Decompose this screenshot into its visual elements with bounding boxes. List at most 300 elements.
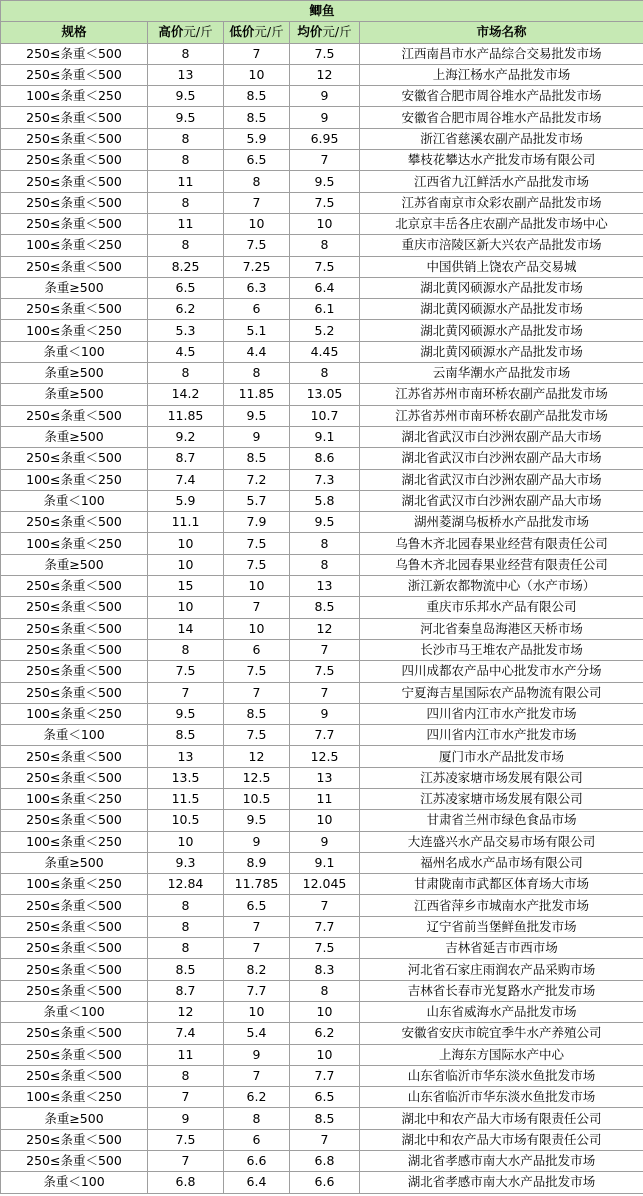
table-row <box>1 64 643 85</box>
cell-avg-price: 7.7 <box>290 1065 360 1086</box>
cell-high-price: 11.5 <box>148 788 224 809</box>
cell-avg-price: 12 <box>290 64 360 85</box>
cell-high-price: 13.5 <box>148 767 224 788</box>
cell-high-price: 8.7 <box>148 980 224 1001</box>
cell-low-price: 7.9 <box>224 512 290 533</box>
cell-avg-price: 9.1 <box>290 426 360 447</box>
table-row <box>1 384 643 405</box>
table-row <box>1 1172 643 1193</box>
table-row <box>1 1151 643 1172</box>
cell-high-price: 9 <box>148 1108 224 1129</box>
cell-high-price: 9.3 <box>148 852 224 873</box>
cell-spec: 100≤条重＜250 <box>1 1087 148 1108</box>
cell-low-price: 7 <box>224 597 290 618</box>
cell-high-price: 8 <box>148 895 224 916</box>
cell-spec: 250≤条重＜500 <box>1 150 148 171</box>
cell-high-price: 7 <box>148 1087 224 1108</box>
cell-avg-price: 13 <box>290 576 360 597</box>
cell-market-name: 乌鲁木齐北园春果业经营有限责任公司 <box>360 554 643 575</box>
table-row <box>1 1108 643 1129</box>
cell-high-price: 11 <box>148 171 224 192</box>
cell-low-price: 8.5 <box>224 107 290 128</box>
table-row <box>1 682 643 703</box>
cell-high-price: 7.5 <box>148 1129 224 1150</box>
table-row <box>1 554 643 575</box>
cell-high-price: 9.5 <box>148 86 224 107</box>
cell-low-price: 9 <box>224 1044 290 1065</box>
cell-high-price: 11.1 <box>148 512 224 533</box>
table-row <box>1 661 643 682</box>
cell-low-price: 8.5 <box>224 86 290 107</box>
cell-low-price: 11.785 <box>224 874 290 895</box>
cell-avg-price: 6.1 <box>290 299 360 320</box>
cell-market-name: 吉林省延吉市西市场 <box>360 938 643 959</box>
cell-avg-price: 13.05 <box>290 384 360 405</box>
cell-avg-price: 8 <box>290 533 360 554</box>
cell-low-price: 12.5 <box>224 767 290 788</box>
cell-avg-price: 6.95 <box>290 128 360 149</box>
table-row <box>1 725 643 746</box>
cell-market-name: 辽宁省前当堡鲜鱼批发市场 <box>360 916 643 937</box>
cell-high-price: 8.5 <box>148 725 224 746</box>
cell-high-price: 8 <box>148 938 224 959</box>
cell-low-price: 9 <box>224 426 290 447</box>
table-row <box>1 277 643 298</box>
table-row <box>1 299 643 320</box>
cell-low-price: 7.5 <box>224 533 290 554</box>
table-row <box>1 916 643 937</box>
table-row <box>1 426 643 447</box>
cell-avg-price: 12.045 <box>290 874 360 895</box>
table-row <box>1 767 643 788</box>
cell-market-name: 福州名成水产品市场有限公司 <box>360 852 643 873</box>
cell-spec: 100≤条重＜250 <box>1 533 148 554</box>
cell-high-price: 10 <box>148 831 224 852</box>
cell-spec: 100≤条重＜250 <box>1 788 148 809</box>
cell-low-price: 6 <box>224 639 290 660</box>
table-row <box>1 128 643 149</box>
cell-low-price: 7.5 <box>224 554 290 575</box>
cell-low-price: 10.5 <box>224 788 290 809</box>
cell-spec: 100≤条重＜250 <box>1 831 148 852</box>
table-row <box>1 639 643 660</box>
cell-spec: 条重≥500 <box>1 1108 148 1129</box>
cell-low-price: 8.5 <box>224 703 290 724</box>
cell-high-price: 6.5 <box>148 277 224 298</box>
cell-low-price: 6.3 <box>224 277 290 298</box>
table-row <box>1 703 643 724</box>
table-row <box>1 235 643 256</box>
cell-low-price: 6 <box>224 299 290 320</box>
cell-high-price: 8.25 <box>148 256 224 277</box>
cell-spec: 250≤条重＜500 <box>1 1044 148 1065</box>
cell-avg-price: 13 <box>290 767 360 788</box>
table-row <box>1 1044 643 1065</box>
cell-spec: 250≤条重＜500 <box>1 64 148 85</box>
cell-market-name: 中国供销上饶农产品交易城 <box>360 256 643 277</box>
cell-spec: 250≤条重＜500 <box>1 682 148 703</box>
cell-spec: 条重≥500 <box>1 554 148 575</box>
cell-avg-price: 6.8 <box>290 1151 360 1172</box>
cell-spec: 250≤条重＜500 <box>1 192 148 213</box>
cell-market-name: 乌鲁木齐北园春果业经营有限责任公司 <box>360 533 643 554</box>
table-row <box>1 618 643 639</box>
cell-low-price: 7 <box>224 916 290 937</box>
cell-spec: 250≤条重＜500 <box>1 810 148 831</box>
cell-low-price: 6.5 <box>224 150 290 171</box>
cell-market-name: 甘肃陇南市武都区体育场大市场 <box>360 874 643 895</box>
table-row <box>1 959 643 980</box>
cell-low-price: 7.5 <box>224 235 290 256</box>
cell-avg-price: 6.4 <box>290 277 360 298</box>
cell-market-name: 江苏凌家塘市场发展有限公司 <box>360 788 643 809</box>
cell-spec: 100≤条重＜250 <box>1 703 148 724</box>
cell-market-name: 江苏省苏州市南环桥农副产品批发市场 <box>360 384 643 405</box>
cell-market-name: 湖北省武汉市白沙洲农副产品大市场 <box>360 490 643 511</box>
cell-market-name: 重庆市涪陵区新大兴农产品批发市场 <box>360 235 643 256</box>
table-row <box>1 363 643 384</box>
cell-spec: 条重＜100 <box>1 1172 148 1193</box>
table-row <box>1 533 643 554</box>
table-row <box>1 469 643 490</box>
cell-market-name: 湖北中和农产品大市场有限责任公司 <box>360 1108 643 1129</box>
cell-spec: 条重＜100 <box>1 341 148 362</box>
cell-market-name: 重庆市乐邦水产品有限公司 <box>360 597 643 618</box>
cell-high-price: 11 <box>148 1044 224 1065</box>
cell-spec: 250≤条重＜500 <box>1 128 148 149</box>
cell-market-name: 甘肃省兰州市绿色食品市场 <box>360 810 643 831</box>
cell-low-price: 12 <box>224 746 290 767</box>
cell-low-price: 5.4 <box>224 1023 290 1044</box>
cell-high-price: 15 <box>148 576 224 597</box>
cell-low-price: 10 <box>224 1001 290 1022</box>
cell-avg-price: 9 <box>290 703 360 724</box>
cell-market-name: 湖北中和农产品大市场有限责任公司 <box>360 1129 643 1150</box>
cell-market-name: 大连盛兴水产品交易市场有限公司 <box>360 831 643 852</box>
cell-high-price: 7 <box>148 682 224 703</box>
cell-spec: 250≤条重＜500 <box>1 576 148 597</box>
cell-spec: 250≤条重＜500 <box>1 661 148 682</box>
cell-low-price: 7.25 <box>224 256 290 277</box>
cell-avg-price: 9.1 <box>290 852 360 873</box>
cell-avg-price: 7.5 <box>290 192 360 213</box>
cell-spec: 100≤条重＜250 <box>1 469 148 490</box>
cell-avg-price: 5.2 <box>290 320 360 341</box>
cell-spec: 条重≥500 <box>1 277 148 298</box>
cell-high-price: 8.7 <box>148 448 224 469</box>
cell-spec: 250≤条重＜500 <box>1 639 148 660</box>
table-row <box>1 320 643 341</box>
cell-low-price: 5.9 <box>224 128 290 149</box>
cell-market-name: 湖北黄冈硕源水产品批发市场 <box>360 277 643 298</box>
cell-market-name: 四川成都农产品中心批发市水产分场 <box>360 661 643 682</box>
header-low-price: 低价元/斤 <box>224 22 290 43</box>
cell-high-price: 9.2 <box>148 426 224 447</box>
header-high-price: 高价元/斤 <box>148 22 224 43</box>
cell-high-price: 8 <box>148 363 224 384</box>
cell-high-price: 11 <box>148 213 224 234</box>
cell-avg-price: 7.5 <box>290 938 360 959</box>
cell-spec: 条重≥500 <box>1 363 148 384</box>
cell-low-price: 7.5 <box>224 725 290 746</box>
cell-market-name: 湖北省孝感市南大水产品批发市场 <box>360 1172 643 1193</box>
table-row <box>1 980 643 1001</box>
cell-spec: 250≤条重＜500 <box>1 43 148 64</box>
cell-spec: 250≤条重＜500 <box>1 916 148 937</box>
cell-low-price: 7 <box>224 1065 290 1086</box>
cell-spec: 250≤条重＜500 <box>1 171 148 192</box>
cell-high-price: 11.85 <box>148 405 224 426</box>
cell-spec: 250≤条重＜500 <box>1 448 148 469</box>
cell-high-price: 10 <box>148 554 224 575</box>
cell-avg-price: 9.5 <box>290 171 360 192</box>
table-row <box>1 874 643 895</box>
cell-market-name: 江西南昌市水产品综合交易批发市场 <box>360 43 643 64</box>
cell-high-price: 14 <box>148 618 224 639</box>
cell-spec: 250≤条重＜500 <box>1 959 148 980</box>
cell-spec: 条重≥500 <box>1 384 148 405</box>
cell-low-price: 9 <box>224 831 290 852</box>
table-row <box>1 150 643 171</box>
cell-spec: 条重≥500 <box>1 426 148 447</box>
cell-spec: 250≤条重＜500 <box>1 1129 148 1150</box>
cell-avg-price: 10 <box>290 810 360 831</box>
cell-low-price: 7 <box>224 682 290 703</box>
cell-high-price: 6.2 <box>148 299 224 320</box>
cell-avg-price: 7 <box>290 150 360 171</box>
table-row <box>1 1129 643 1150</box>
cell-spec: 250≤条重＜500 <box>1 299 148 320</box>
cell-high-price: 5.9 <box>148 490 224 511</box>
cell-market-name: 山东省临沂市华东淡水鱼批发市场 <box>360 1087 643 1108</box>
cell-high-price: 7.4 <box>148 1023 224 1044</box>
cell-low-price: 8.9 <box>224 852 290 873</box>
cell-market-name: 江苏凌家塘市场发展有限公司 <box>360 767 643 788</box>
cell-low-price: 8 <box>224 363 290 384</box>
cell-high-price: 10.5 <box>148 810 224 831</box>
cell-avg-price: 7 <box>290 682 360 703</box>
cell-low-price: 7 <box>224 192 290 213</box>
cell-avg-price: 8 <box>290 554 360 575</box>
cell-spec: 条重＜100 <box>1 1001 148 1022</box>
table-row <box>1 1065 643 1086</box>
cell-spec: 250≤条重＜500 <box>1 256 148 277</box>
cell-high-price: 8 <box>148 639 224 660</box>
cell-spec: 250≤条重＜500 <box>1 938 148 959</box>
cell-avg-price: 10 <box>290 213 360 234</box>
cell-avg-price: 7 <box>290 1129 360 1150</box>
cell-market-name: 江苏省南京市众彩农副产品批发市场 <box>360 192 643 213</box>
cell-low-price: 10 <box>224 213 290 234</box>
cell-spec: 250≤条重＜500 <box>1 107 148 128</box>
cell-market-name: 湖北黄冈硕源水产品批发市场 <box>360 299 643 320</box>
cell-avg-price: 8 <box>290 980 360 1001</box>
cell-avg-price: 10 <box>290 1044 360 1065</box>
table-title: 鲫鱼 <box>1 1 643 22</box>
cell-low-price: 5.1 <box>224 320 290 341</box>
cell-market-name: 河北省秦皇岛海港区天桥市场 <box>360 618 643 639</box>
cell-high-price: 7 <box>148 1151 224 1172</box>
cell-market-name: 山东省临沂市华东淡水鱼批发市场 <box>360 1065 643 1086</box>
cell-market-name: 北京京丰岳各庄农副产品批发市场中心 <box>360 213 643 234</box>
table-row <box>1 852 643 873</box>
cell-avg-price: 7.5 <box>290 256 360 277</box>
cell-high-price: 8.5 <box>148 959 224 980</box>
cell-low-price: 9.5 <box>224 810 290 831</box>
cell-low-price: 6.2 <box>224 1087 290 1108</box>
table-row <box>1 938 643 959</box>
cell-high-price: 5.3 <box>148 320 224 341</box>
cell-avg-price: 11 <box>290 788 360 809</box>
cell-high-price: 13 <box>148 64 224 85</box>
cell-low-price: 8 <box>224 1108 290 1129</box>
cell-avg-price: 9.5 <box>290 512 360 533</box>
cell-spec: 250≤条重＜500 <box>1 618 148 639</box>
cell-market-name: 湖北黄冈硕源水产品批发市场 <box>360 341 643 362</box>
cell-avg-price: 7.7 <box>290 916 360 937</box>
cell-avg-price: 8.6 <box>290 448 360 469</box>
cell-avg-price: 7.5 <box>290 43 360 64</box>
cell-avg-price: 5.8 <box>290 490 360 511</box>
cell-avg-price: 12 <box>290 618 360 639</box>
cell-spec: 100≤条重＜250 <box>1 874 148 895</box>
cell-avg-price: 9 <box>290 86 360 107</box>
cell-low-price: 7 <box>224 43 290 64</box>
cell-high-price: 14.2 <box>148 384 224 405</box>
cell-high-price: 8 <box>148 43 224 64</box>
cell-low-price: 6.4 <box>224 1172 290 1193</box>
cell-low-price: 10 <box>224 64 290 85</box>
table-row <box>1 597 643 618</box>
cell-low-price: 6.5 <box>224 895 290 916</box>
cell-spec: 250≤条重＜500 <box>1 746 148 767</box>
cell-high-price: 9.5 <box>148 703 224 724</box>
cell-high-price: 6.8 <box>148 1172 224 1193</box>
cell-low-price: 8.5 <box>224 448 290 469</box>
cell-avg-price: 8.3 <box>290 959 360 980</box>
cell-avg-price: 8 <box>290 363 360 384</box>
cell-avg-price: 8.5 <box>290 597 360 618</box>
cell-spec: 250≤条重＜500 <box>1 405 148 426</box>
cell-market-name: 长沙市马王堆农产品批发市场 <box>360 639 643 660</box>
cell-market-name: 江西省九江鲜活水产品批发市场 <box>360 171 643 192</box>
header-market-name: 市场名称 <box>360 22 643 43</box>
cell-low-price: 10 <box>224 576 290 597</box>
table-row <box>1 107 643 128</box>
table-row <box>1 1023 643 1044</box>
cell-spec: 250≤条重＜500 <box>1 213 148 234</box>
cell-market-name: 河北省石家庄雨润农产品采购市场 <box>360 959 643 980</box>
header-spec: 规格 <box>1 22 148 43</box>
cell-low-price: 5.7 <box>224 490 290 511</box>
cell-spec: 250≤条重＜500 <box>1 1023 148 1044</box>
table-row <box>1 1001 643 1022</box>
cell-spec: 条重≥500 <box>1 852 148 873</box>
cell-high-price: 7.5 <box>148 661 224 682</box>
table-row <box>1 341 643 362</box>
cell-market-name: 四川省内江市水产批发市场 <box>360 703 643 724</box>
cell-low-price: 11.85 <box>224 384 290 405</box>
table-row <box>1 490 643 511</box>
cell-market-name: 宁夏海吉星国际农产品物流有限公司 <box>360 682 643 703</box>
cell-low-price: 4.4 <box>224 341 290 362</box>
cell-avg-price: 12.5 <box>290 746 360 767</box>
cell-market-name: 湖北黄冈硕源水产品批发市场 <box>360 320 643 341</box>
table-row <box>1 192 643 213</box>
cell-market-name: 江苏省苏州市南环桥农副产品批发市场 <box>360 405 643 426</box>
cell-high-price: 4.5 <box>148 341 224 362</box>
cell-high-price: 7.4 <box>148 469 224 490</box>
cell-market-name: 湖北省武汉市白沙洲农副产品大市场 <box>360 426 643 447</box>
cell-high-price: 10 <box>148 533 224 554</box>
table-body <box>1 43 643 1193</box>
cell-market-name: 湖北省武汉市白沙洲农副产品大市场 <box>360 448 643 469</box>
cell-high-price: 8 <box>148 192 224 213</box>
header-avg-price: 均价元/斤 <box>290 22 360 43</box>
cell-avg-price: 10 <box>290 1001 360 1022</box>
cell-high-price: 12 <box>148 1001 224 1022</box>
cell-high-price: 10 <box>148 597 224 618</box>
cell-low-price: 7.7 <box>224 980 290 1001</box>
cell-low-price: 7 <box>224 938 290 959</box>
table-row <box>1 448 643 469</box>
cell-market-name: 吉林省长春市光复路水产批发市场 <box>360 980 643 1001</box>
cell-market-name: 厦门市水产品批发市场 <box>360 746 643 767</box>
cell-spec: 100≤条重＜250 <box>1 235 148 256</box>
cell-avg-price: 7.5 <box>290 661 360 682</box>
cell-low-price: 10 <box>224 618 290 639</box>
cell-market-name: 云南华潮水产品批发市场 <box>360 363 643 384</box>
table-row <box>1 405 643 426</box>
cell-spec: 条重＜100 <box>1 490 148 511</box>
table-row <box>1 43 643 64</box>
cell-market-name: 山东省威海水产品批发市场 <box>360 1001 643 1022</box>
cell-avg-price: 9 <box>290 107 360 128</box>
cell-avg-price: 10.7 <box>290 405 360 426</box>
cell-low-price: 9.5 <box>224 405 290 426</box>
table-row <box>1 895 643 916</box>
cell-market-name: 湖州菱湖乌板桥水产品批发市场 <box>360 512 643 533</box>
cell-spec: 100≤条重＜250 <box>1 320 148 341</box>
table-row <box>1 171 643 192</box>
cell-market-name: 上海江杨水产品批发市场 <box>360 64 643 85</box>
cell-spec: 250≤条重＜500 <box>1 512 148 533</box>
cell-market-name: 安徽省合肥市周谷堆水产品批发市场 <box>360 107 643 128</box>
cell-avg-price: 6.2 <box>290 1023 360 1044</box>
cell-avg-price: 7 <box>290 639 360 660</box>
cell-spec: 250≤条重＜500 <box>1 1151 148 1172</box>
cell-spec: 250≤条重＜500 <box>1 1065 148 1086</box>
cell-avg-price: 6.5 <box>290 1087 360 1108</box>
cell-market-name: 攀枝花攀达水产批发市场有限公司 <box>360 150 643 171</box>
cell-avg-price: 6.6 <box>290 1172 360 1193</box>
cell-high-price: 13 <box>148 746 224 767</box>
title-row <box>1 1 643 22</box>
cell-low-price: 6 <box>224 1129 290 1150</box>
cell-spec: 250≤条重＜500 <box>1 767 148 788</box>
header-row <box>1 22 643 43</box>
table-row <box>1 1087 643 1108</box>
cell-spec: 250≤条重＜500 <box>1 597 148 618</box>
cell-high-price: 9.5 <box>148 107 224 128</box>
cell-market-name: 四川省内江市水产批发市场 <box>360 725 643 746</box>
cell-spec: 条重＜100 <box>1 725 148 746</box>
table-row <box>1 256 643 277</box>
cell-spec: 250≤条重＜500 <box>1 895 148 916</box>
cell-market-name: 浙江新农都物流中心（水产市场） <box>360 576 643 597</box>
cell-low-price: 8 <box>224 171 290 192</box>
cell-avg-price: 9 <box>290 831 360 852</box>
